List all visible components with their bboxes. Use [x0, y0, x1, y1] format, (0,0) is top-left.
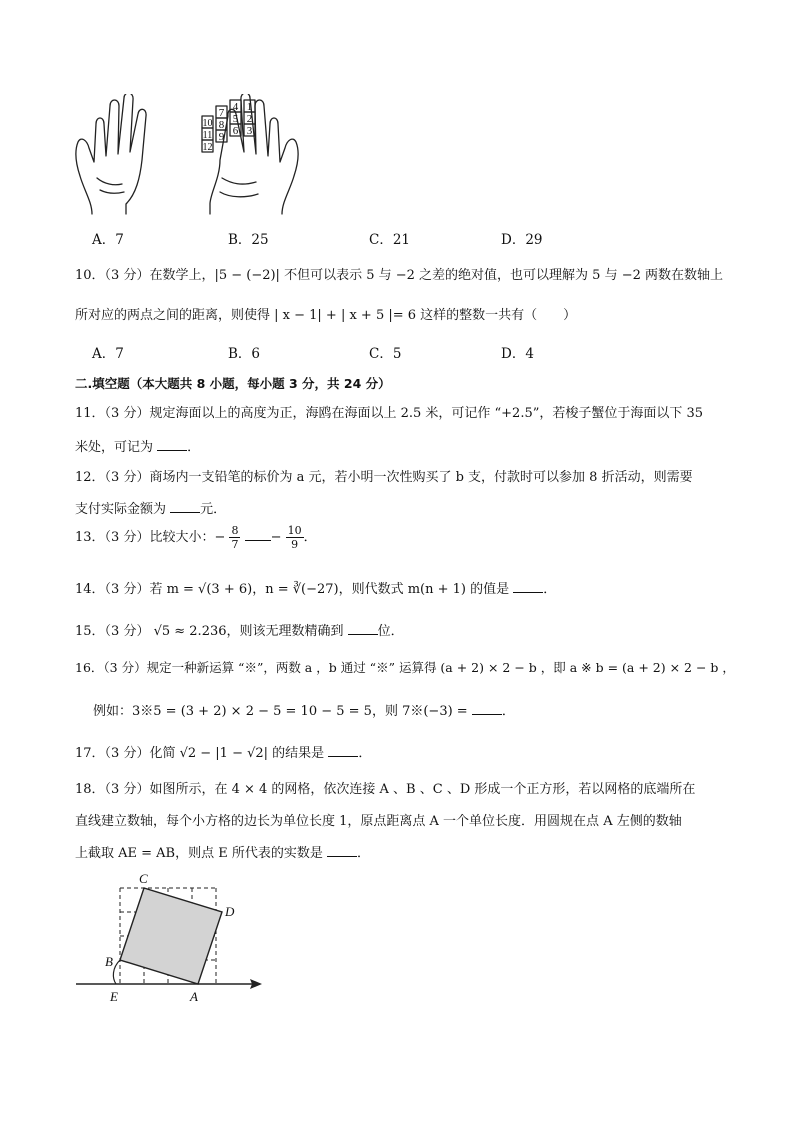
compass-arc: [113, 960, 120, 984]
answer-blank[interactable]: [327, 844, 357, 857]
answer-blank[interactable]: [170, 500, 200, 513]
q14-end: ．: [543, 582, 557, 597]
answer-blank[interactable]: [348, 622, 378, 635]
q16-line-1: 16．（3 分）规定一种新运算 “※”，两数 a ，b 通过 “※” 运算得 (a + 2) × 2 − b ，即 a ※ b = (a + 2) × 2 − b ，: [75, 660, 735, 675]
q18-line-3: [75, 842, 370, 861]
q11-text: 米处，可记为: [75, 440, 158, 455]
q15-text: 15．（3 分） √5 ≈ 2.236，则该无理数精确到: [75, 624, 348, 639]
hand-number: 11: [202, 130, 213, 141]
hand-number: 1: [246, 101, 253, 113]
hand-number: 6: [232, 125, 239, 137]
q11-line-1: 11．（3 分）规定海面以上的高度为正，海鸥在海面以上 2.5 米，可记作 “+2.5”，若梭子蟹位于海面以下 35: [75, 406, 704, 421]
q18-line-2: 直线建立数轴，每个小方格的边长为单位长度 1，原点距离点 A 一个单位长度．用圆规在点 A 左侧的数轴: [75, 814, 682, 829]
q12-line-2: [75, 498, 226, 517]
q11-end: ．: [187, 440, 201, 455]
answer-blank[interactable]: [472, 702, 502, 715]
hands-figure: [70, 94, 310, 218]
q18-text: 上截取 AE = AB，则点 E 所代表的实数是: [75, 846, 327, 861]
option-d[interactable]: D．29: [501, 232, 543, 248]
hand-number: 9: [218, 131, 225, 143]
question-13: [75, 524, 317, 551]
answer-blank[interactable]: [328, 744, 358, 757]
q10-line-2: 所对应的两点之间的距离，则使得 | x − 1| + | x + 5 |= 6 这样的整数一共有（ ）: [75, 308, 577, 323]
fraction-10-9: $\frac{10}{9}$: [287, 524, 302, 551]
q13-text: 13．（3 分）比较大小：−: [75, 530, 226, 545]
q18-end: ．: [357, 846, 371, 861]
label-d: D: [225, 904, 235, 919]
q16-text: 例如：3※5 = (3 + 2) × 2 − 5 = 10 − 5 = 5，则 7※(−3) =: [93, 704, 472, 719]
label-b: B: [105, 954, 113, 969]
q12-line-1: 12．（3 分）商场内一支铅笔的标价为 a 元，若小明一次性购买了 b 支，付款时可以参加 8 折活动，则需要: [75, 470, 693, 485]
q16-line-2: [93, 700, 515, 719]
option-b[interactable]: B．6: [228, 346, 261, 362]
hand-number: 2: [246, 113, 253, 125]
hand-number: 5: [232, 113, 239, 125]
hand-number: 10: [202, 118, 213, 129]
hand-number: 8: [218, 119, 225, 131]
question-17: [75, 742, 371, 761]
q16-end: ．: [501, 704, 515, 719]
question-15: [75, 620, 404, 639]
answer-blank[interactable]: [513, 580, 543, 593]
q13-minus: −: [270, 530, 282, 545]
hand-number: 4: [232, 101, 239, 113]
q11-line-2: [75, 436, 200, 455]
q13-end: ．: [303, 530, 317, 545]
q15-end: 位．: [377, 624, 404, 639]
label-a: A: [190, 989, 198, 1004]
label-c: C: [139, 871, 148, 886]
square-grid-figure: [70, 868, 270, 1008]
answer-blank[interactable]: [157, 438, 187, 451]
fraction-8-7: $\frac{8}{7}$: [231, 524, 239, 551]
q10-line-1: 10．（3 分）在数学上，|5 − (−2)| 不但可以表示 5 与 −2 之差的绝对值，也可以理解为 5 与 −2 两数在数轴上: [75, 268, 724, 283]
option-a[interactable]: A．7: [92, 346, 124, 362]
option-a[interactable]: A．7: [92, 232, 124, 248]
q12-end: 元．: [200, 502, 227, 517]
hand-number: 3: [246, 125, 253, 137]
q18-line-1: 18．（3 分）如图所示，在 4 × 4 的网格，依次连接 A 、B 、C 、D 形成一个正方形，若以网格的底端所在: [75, 782, 696, 797]
hand-number: 12: [202, 142, 213, 153]
hand-number: 7: [218, 107, 225, 119]
q17-text: 17．（3 分）化简 √2 − |1 − √2| 的结果是: [75, 746, 329, 761]
q17-end: ．: [358, 746, 372, 761]
section-heading: 二.填空题（本大题共 8 小题，每小题 3 分，共 24 分）: [75, 376, 391, 391]
q12-text: 支付实际金额为: [75, 502, 171, 517]
label-e: E: [110, 989, 118, 1004]
shaded-square: [120, 888, 222, 984]
option-c[interactable]: C．5: [369, 346, 402, 362]
answer-blank[interactable]: [245, 528, 271, 541]
q14-text: 14．（3 分）若 m = √(3 + 6)，n = ∛(−27)，则代数式 m(n + 1) 的值是: [75, 582, 514, 597]
option-b[interactable]: B．25: [228, 232, 269, 248]
option-d[interactable]: D．4: [501, 346, 534, 362]
question-14: [75, 578, 556, 597]
option-c[interactable]: C．21: [369, 232, 411, 248]
